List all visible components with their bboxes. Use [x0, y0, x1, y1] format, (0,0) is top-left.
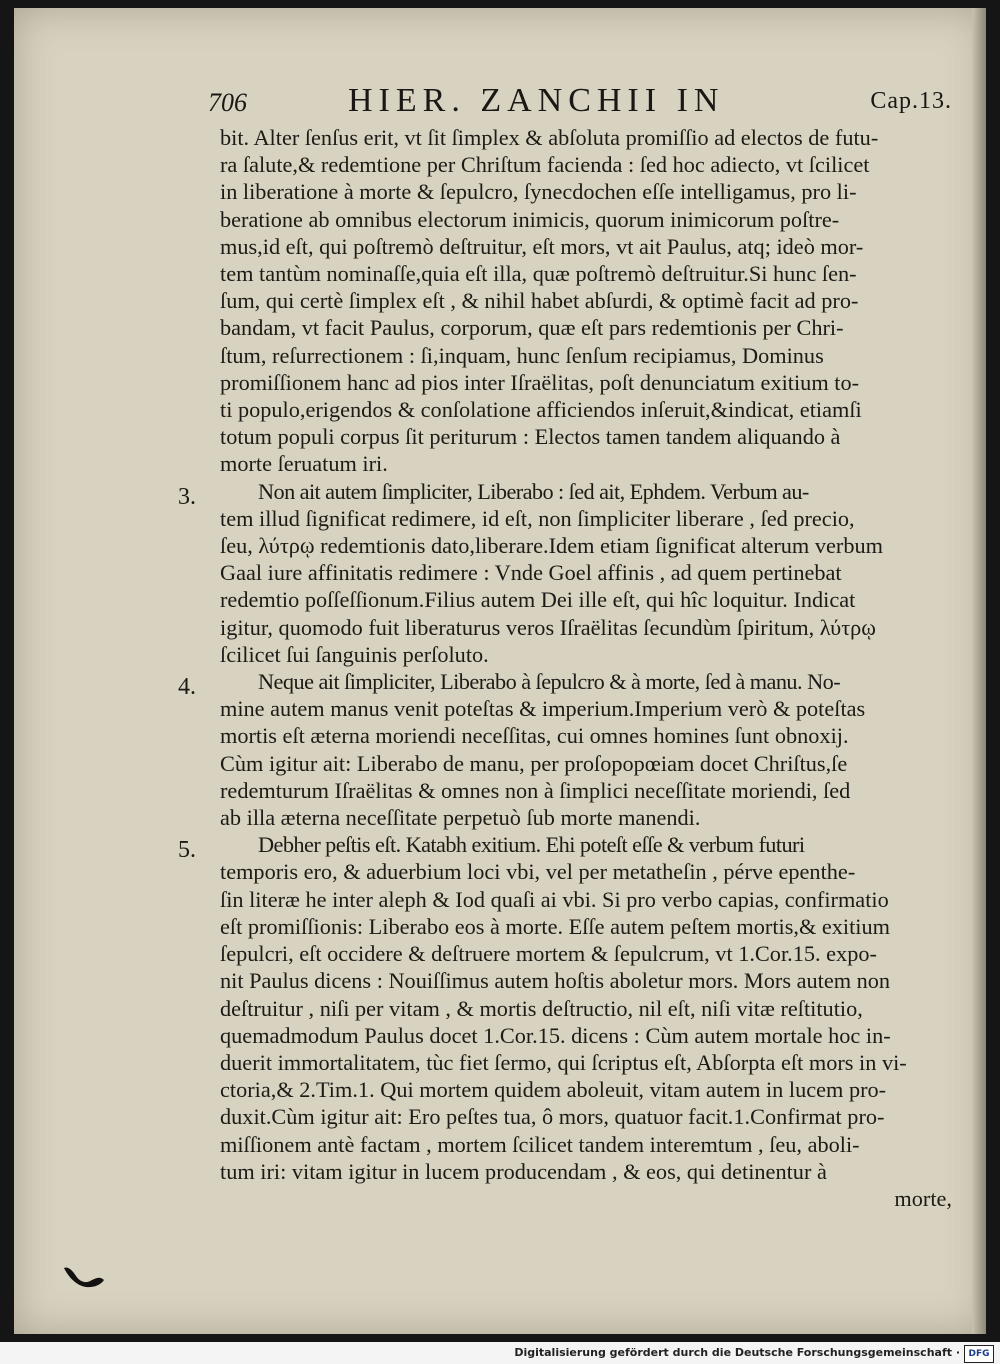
text-line: ſum, qui certè ſimplex eſt , & nihil habet abſurdi, & optimè facit ad pro- — [220, 288, 859, 314]
text-line: ti populo,erigendos & conſolatione afficiendos inſeruit,&indicat, etiamſi — [220, 397, 862, 423]
margin-number: 3. — [178, 483, 196, 510]
text-line: deſtruitur , niſi per vitam , & mortis deſtructio, nil eſt, niſi vitæ reſtitutio, — [220, 995, 863, 1021]
text-line: Neque ait ſimpliciter, Liberabo à ſepulcro & à morte, ſed à manu. No- — [258, 669, 841, 695]
footer-credit: Digitalisierung gefördert durch die Deutsche Forschungsgemeinschaft · — [514, 1346, 960, 1359]
margin-number: 5. — [178, 837, 196, 864]
page-number: 706 — [208, 88, 247, 117]
text-line: ab illa æterna neceſſitate perpetuò ſub morte manendi. — [220, 805, 701, 831]
text-line: tum iri: vitam igitur in lucem producendam , & eos, qui detinentur à — [220, 1158, 827, 1184]
text-line: bandam, vt facit Paulus, corporum, quæ eſt pars redemtionis per Chri- — [220, 315, 844, 341]
text-line: redemtio poſſeſſionum.Filius autem Dei ille eſt, qui hîc loquitur. Indicat — [220, 587, 856, 613]
text-line: mus,id eſt, qui poſtremò deſtruitur, eſt mors, vt ait Paulus, atq; ideò mor- — [220, 233, 864, 259]
text-line: nit Paulus dicens : Nouiſſimus autem hoſtis aboletur mors. Mors autem non — [220, 968, 891, 994]
footer-bar — [0, 1342, 1000, 1364]
text-line: eſt promiſſionis: Liberabo eos à morte. Eſſe autem peſtem mortis,& exitium — [220, 913, 890, 939]
body-text — [220, 124, 952, 1212]
text-line: ſin literæ he inter aleph & Iod quaſi ai vbi. Si pro verbo capias, confirmatio — [220, 886, 889, 912]
text-line: redemturum Iſraëlitas & omnes non à ſimplici neceſſitate moriendi, ſed — [220, 777, 851, 803]
text-line: promiſſionem hanc ad pios inter Iſraëlitas, poſt denunciatum exitium to- — [220, 369, 860, 395]
text-line: ctoria,& 2.Tim.1. Qui mortem quidem aboleuit, vitam autem in lucem pro- — [220, 1077, 887, 1103]
text-line: in liberatione à morte & ſepulcro, ſynecdochen eſſe intelligamus, pro li- — [220, 179, 857, 205]
text-line: ra ſalute,& redemtione per Chriſtum facienda : ſed hoc adiecto, vt ſcilicet — [220, 152, 870, 178]
margin-number: 4. — [178, 674, 196, 700]
text-line: tem illud ſignificat redimere, id eſt, non ſimpliciter liberare , ſed precio, — [220, 505, 855, 531]
page-header — [208, 82, 952, 122]
text-line: ſepulcri, eſt occidere & deſtruere mortem & ſepulcrum, vt 1.Cor.15. expo- — [220, 941, 877, 967]
ink-blot-icon — [62, 1264, 106, 1290]
text-line: duxit.Cùm igitur ait: Ero peſtes tua, ô mors, quatuor facit.1.Confirmat pro- — [220, 1104, 885, 1130]
text-line: mortis eſt æterna moriendi neceſſitas, cui omnes homines ſunt obnoxij. — [220, 723, 849, 749]
text-line: totum populi corpus ſit periturum : Electos tamen tandem aliquando à — [220, 424, 841, 450]
text-line: Cùm igitur ait: Liberabo de manu, per proſopopœiam docet Chriſtus,ſe — [220, 750, 848, 776]
text-line: temporis ero, & aduerbium loci vbi, vel per metatheſin , pérve epenthe- — [220, 859, 856, 885]
text-line: mine autem manus venit poteſtas & imperium.Imperium verò & poteſtas — [220, 696, 866, 722]
text-line: morte, — [894, 1185, 952, 1211]
text-line: quemadmodum Paulus docet 1.Cor.15. dicens : Cùm autem mortale hoc in- — [220, 1022, 891, 1048]
text-line: beratione ab omnibus electorum inimicis, quorum inimicorum poſtre- — [220, 206, 840, 232]
text-line: ſcilicet ſui ſanguinis perſoluto. — [220, 641, 489, 667]
page-edge — [972, 8, 986, 1334]
text-line: duerit immortalitatem, tùc fiet ſermo, qui ſcriptus eſt, Abſorpta eſt mors in vi- — [220, 1049, 907, 1075]
text-line: Gaal iure affinitatis redimere : Vnde Goel affinis , ad quem pertinebat — [220, 560, 842, 586]
text-line: Debher peſtis eſt. Katabh exitium. Ehi poteſt eſſe & verbum futuri — [258, 832, 805, 858]
text-line: tem tantùm nominaſſe,quia eſt illa, quæ poſtremò deſtruitur.Si hunc ſen- — [220, 261, 857, 287]
dfg-logo: DFG — [964, 1345, 994, 1363]
text-line: Non ait autem ſimpliciter, Liberabo : ſed ait, Ephdem. Verbum au- — [258, 478, 809, 504]
running-title: HIER. ZANCHII IN — [348, 82, 725, 119]
text-line: morte ſeruatum iri. — [220, 451, 388, 477]
text-line: igitur, quomodo fuit liberaturus veros Iſraëlitas ſecundùm ſpiritum, λύτρῳ — [220, 614, 876, 640]
text-line: ſtum, reſurrectionem : ſi,inquam, hunc ſenſum recipiamus, Dominus — [220, 342, 824, 368]
text-line: bit. Alter ſenſus erit, vt ſit ſimplex & abſoluta promiſſio ad electos de futu- — [220, 125, 879, 150]
text-line: miſſionem antè factam , mortem ſcilicet tandem interemtum , ſeu, aboli- — [220, 1131, 860, 1157]
chapter-label: Cap.13. — [870, 88, 952, 114]
text-line: ſeu, λύτρῳ redemtionis dato,liberare.Idem etiam ſignificat alterum verbum — [220, 533, 883, 559]
